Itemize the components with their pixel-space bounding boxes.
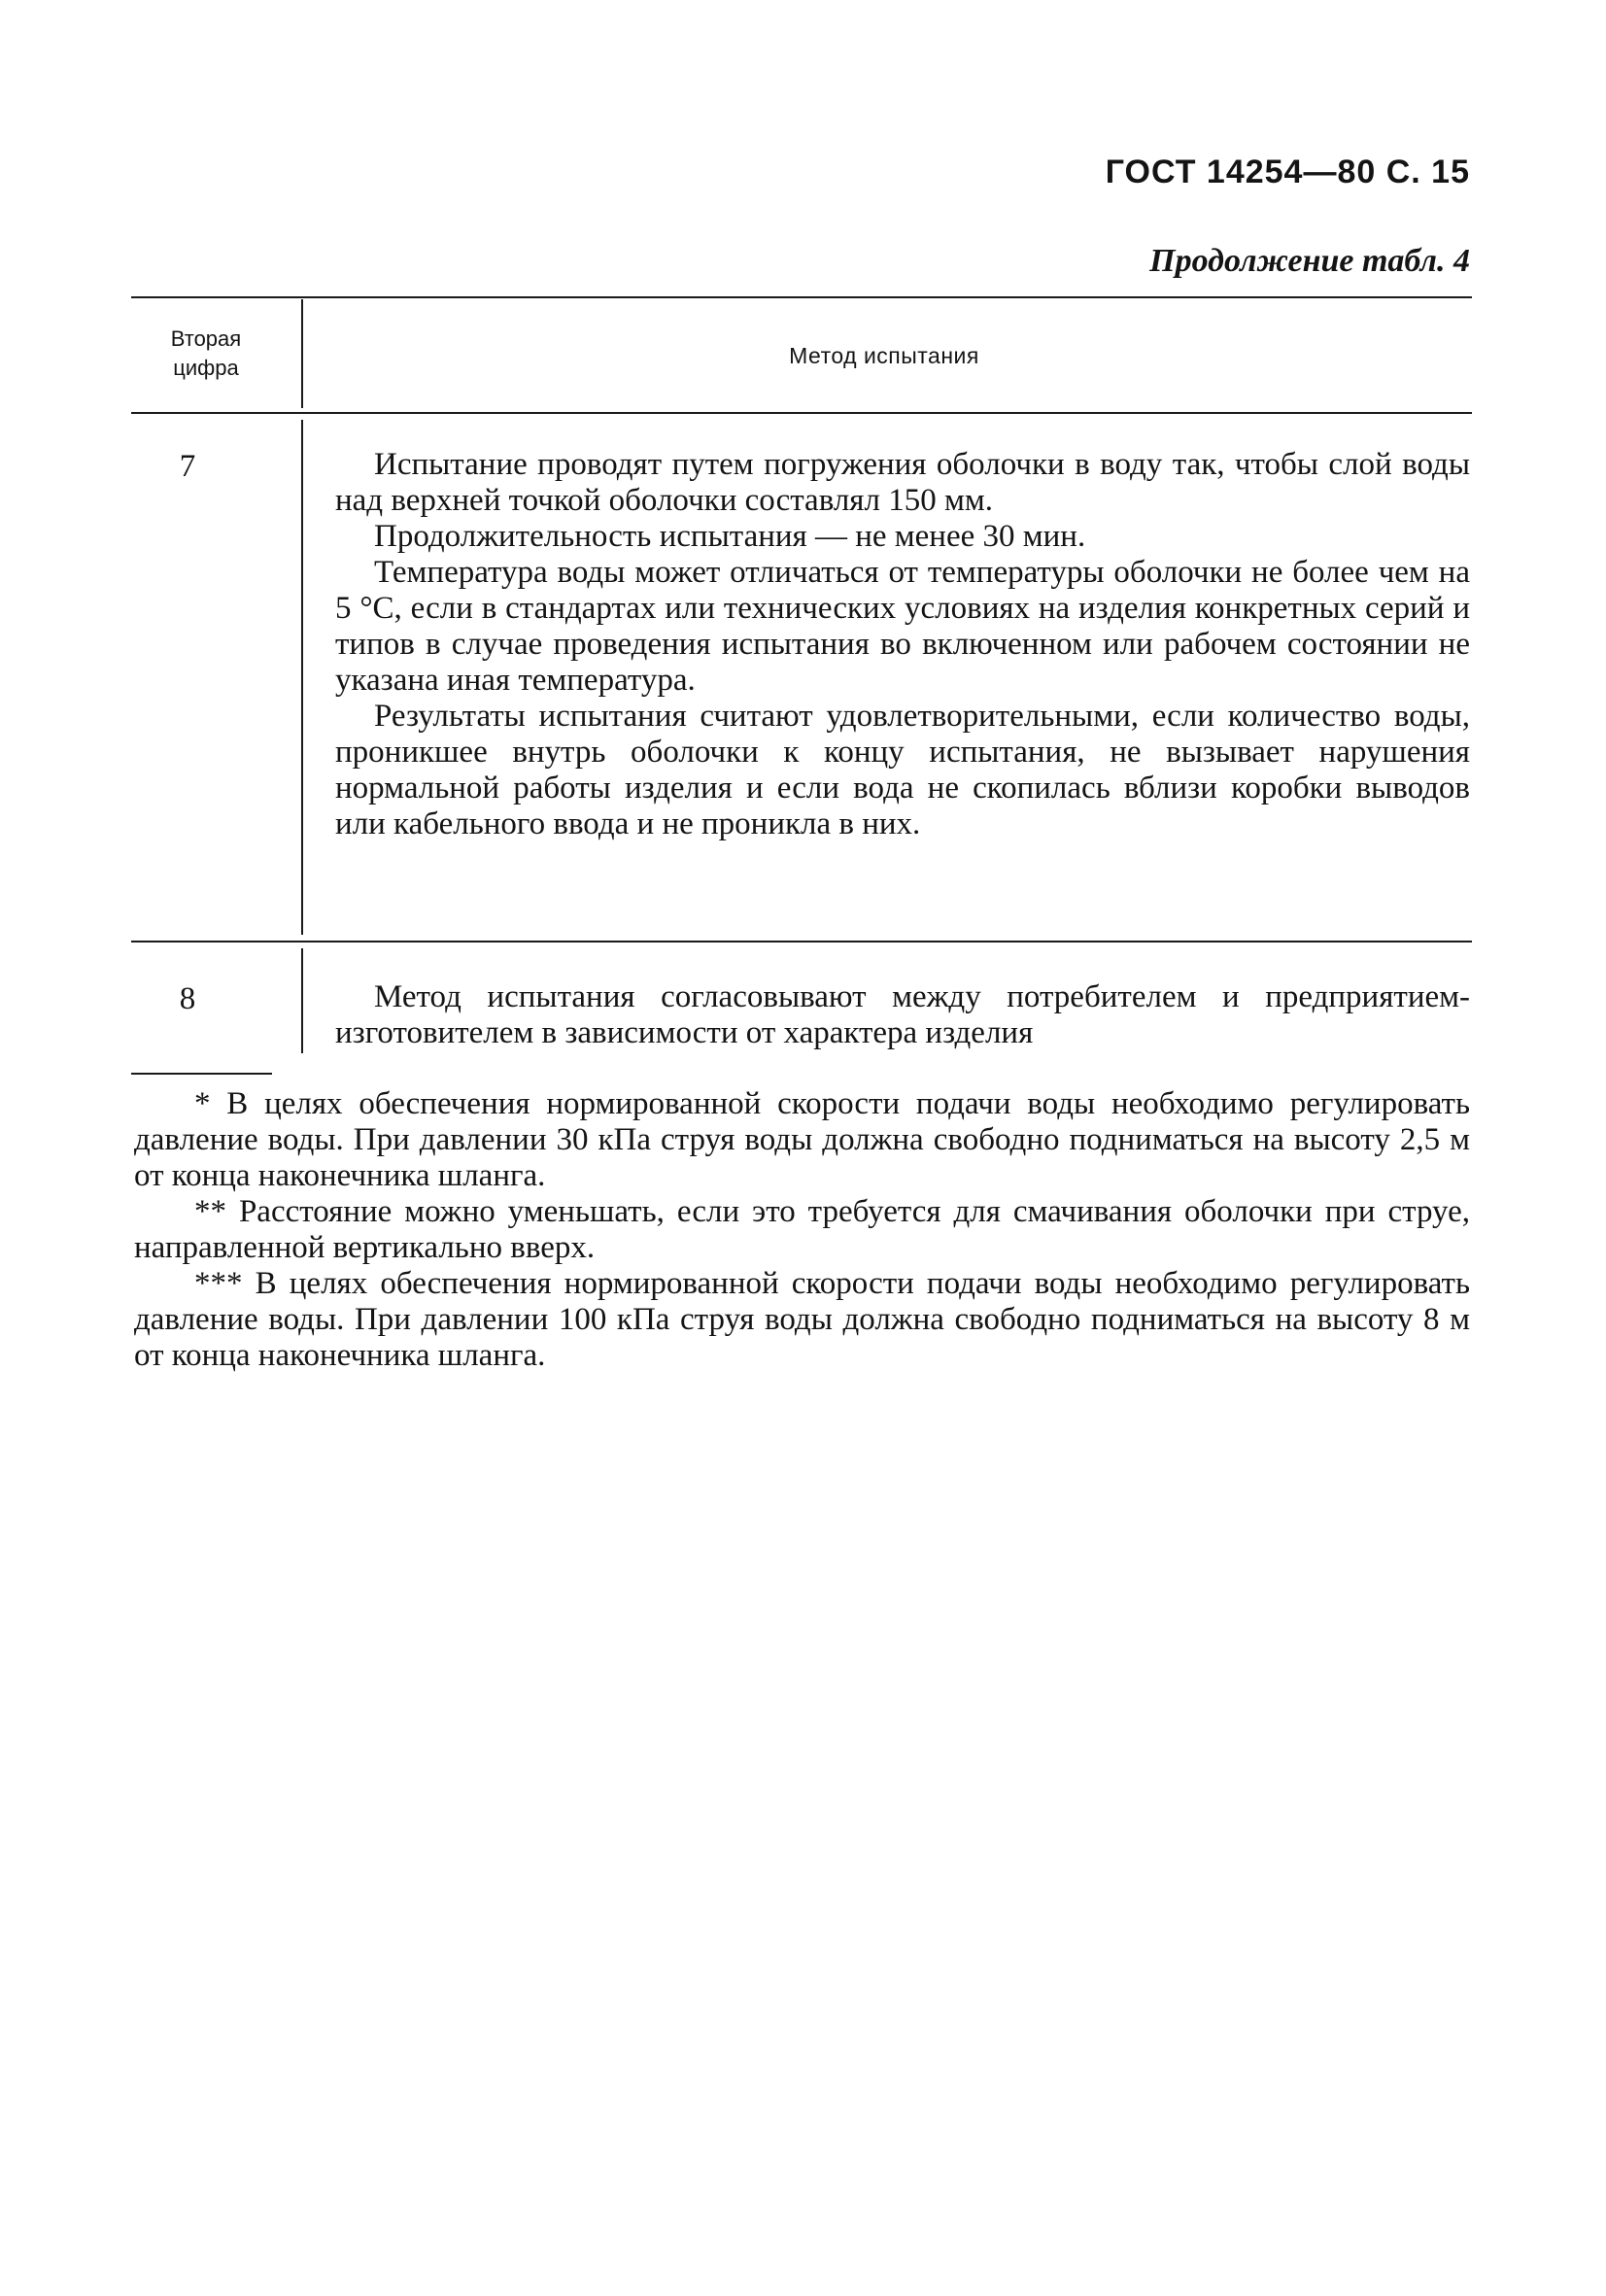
column-header-digit-line1: Вторая	[170, 326, 242, 351]
footnotes	[134, 1086, 1470, 1374]
column-divider-row-7	[301, 420, 303, 935]
footnote-3: *** В целях обеспечения нормированной скорости подачи воды необходимо регулировать давление воды. При давлении 100 кПа струя воды должна свободно подниматься на высоту 8 м от конца наконечника шланга.	[134, 1266, 1470, 1373]
method-paragraph: Метод испытания согласовывают между потребителем и предприятием-изготовителем в зависимости от характера изделия	[335, 979, 1470, 1050]
footnote-2: ** Расстояние можно уменьшать, если это требуется для смачивания оболочки при струе, направленной вертикально вверх.	[134, 1194, 1470, 1265]
row-method-8	[335, 979, 1470, 1051]
row-digit-7: 7	[179, 449, 196, 484]
column-header-digit-line2: цифра	[173, 356, 239, 380]
method-paragraph: Результаты испытания считают удовлетворительными, если количество воды, проникшее внутрь оболочки к концу испытания, не вызывает нарушения нормальной работы изделия и если вода не скопилась вблизи коробки выводов или кабельного ввода и не проникла в них.	[335, 699, 1470, 841]
method-paragraph: Продолжительность испытания — не менее 30 мин.	[374, 519, 1086, 554]
row-digit-8: 8	[179, 981, 196, 1016]
column-divider-row-8	[301, 948, 303, 1053]
row-divider-rule	[131, 941, 1472, 942]
method-paragraph: Температура воды может отличаться от температуры оболочки не более чем на 5 °С, если в стандартах или технических условиях на изделия конкретных серий и типов в случае проведения испытания во включенном или рабочем состоянии не указана иная температура.	[335, 555, 1470, 698]
table-bottom-rule	[131, 1073, 272, 1075]
page-header: ГОСТ 14254—80 С. 15	[1105, 154, 1470, 190]
table-top-rule	[131, 296, 1472, 298]
method-paragraph: Испытание проводят путем погружения оболочки в воду так, чтобы слой воды над верхней точкой оболочки составлял 150 мм.	[335, 447, 1470, 518]
row-method-7	[335, 447, 1470, 842]
header-bottom-rule	[131, 412, 1472, 414]
column-header-digit	[134, 325, 278, 383]
footnote-1: * В целях обеспечения нормированной скорости подачи воды необходимо регулировать давление воды. При давлении 30 кПа струя воды должна свободно подниматься на высоту 2,5 м от конца наконечника шланга.	[134, 1086, 1470, 1193]
column-header-method: Метод испытания	[789, 343, 979, 368]
table-caption: Продолжение табл. 4	[1149, 243, 1470, 279]
